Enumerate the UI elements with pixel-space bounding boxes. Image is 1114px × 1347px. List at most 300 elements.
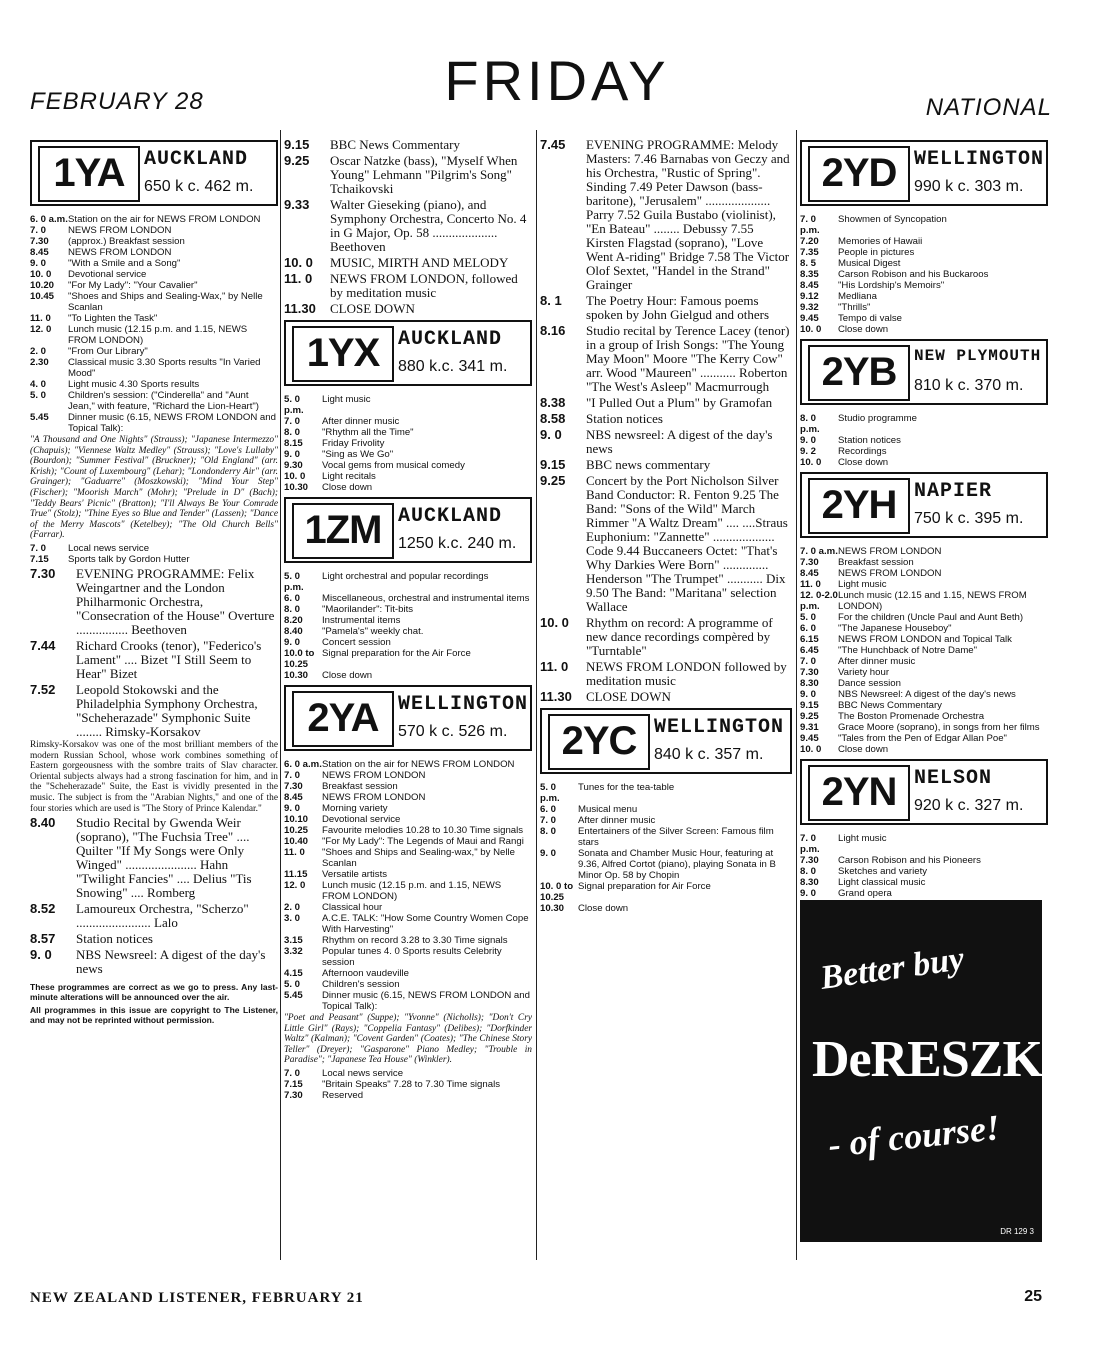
schedule-item (30, 236, 278, 247)
schedule-list (540, 782, 792, 914)
station-city: WELLINGTON (914, 148, 1045, 171)
schedule-time: 9.31 (800, 722, 819, 733)
station-city: AUCKLAND (398, 328, 503, 351)
schedule-item (284, 1068, 532, 1079)
schedule-item (284, 471, 532, 482)
schedule-time: 7.15 (284, 1078, 303, 1090)
schedule-text: After dinner music (322, 416, 400, 427)
schedule-text: The Poetry Hour: Famous poems spoken by John Gielgud and others (586, 293, 770, 322)
schedule-time: 12. 0-2.0 p.m. (800, 590, 838, 612)
schedule-item (540, 848, 792, 881)
schedule-item (284, 604, 532, 615)
schedule-text: EVENING PROGRAMME: Melody Masters: 7.46 Barnabas von Geczy and his Orchestra, "Rustic of Spring". Sinding 7.49 Peter Dawson (bass-baritone), "Jerusalem" .................... Parry 7.52 Guila Bustabo (violinist), "En Bateau" ........ Debussy 7.55 Kirsten Flagstad (soprano), "Love Went A-riding" Bridge 7.58 The Victor Olof Sextet, "Handel in the Strand" Grainger (586, 137, 790, 292)
schedule-time: 10.40 (284, 836, 309, 847)
schedule-text: Studio programme (838, 413, 917, 424)
schedule-text: "I Pulled Out a Plum" by Gramofan (586, 395, 773, 410)
schedule-item (284, 615, 532, 626)
schedule-text: "Shoes and Ships and Sealing-Wax," by Nelle Scanlan (68, 291, 263, 313)
schedule-text: Studio recital by Terence Lacey (tenor) in a group of Irish Songs: "The Young May Moon" Moore "The Kerry Cow" arr. Wood "Maureen" ........... Roberton "The West's Asleep" Macmurrough (586, 323, 790, 394)
schedule-text: NBS newsreel: A digest of the day's news (586, 427, 773, 456)
schedule-time: 9. 0 (284, 803, 301, 814)
schedule-time: 3.15 (284, 935, 303, 946)
schedule-time: 8. 0 (540, 826, 557, 837)
schedule-text: Popular tunes 4. 0 Sports results Celebrity session (322, 946, 502, 968)
schedule-item (284, 759, 532, 770)
schedule-time: 6. 0 (800, 623, 817, 634)
schedule-time: 7. 0 (284, 1067, 301, 1079)
schedule-list (30, 816, 278, 976)
station-callsign: 1YX (292, 326, 394, 382)
schedule-item (284, 825, 532, 836)
station-city: NELSON (914, 767, 993, 790)
schedule-item (800, 269, 1048, 280)
schedule-time: 7.30 (800, 855, 819, 866)
column-2 (284, 136, 532, 1101)
schedule-time: 8.40 (284, 626, 303, 637)
ad-code: DR 129 3 (1000, 1227, 1034, 1236)
schedule-item (800, 247, 1048, 258)
schedule-time: 7. 0 (284, 770, 301, 781)
schedule-text: Breakfast session (838, 557, 914, 568)
station-callsign: 2YA (292, 691, 394, 747)
station-frequency: 570 k c. 526 m. (398, 723, 508, 740)
schedule-item (30, 902, 278, 930)
station-box-2yd (800, 140, 1048, 206)
schedule-item (30, 948, 278, 976)
schedule-time: 9.30 (284, 460, 303, 471)
schedule-item (284, 460, 532, 471)
schedule-text: "From Our Library" (68, 346, 148, 357)
schedule-time: 10. 0 (284, 255, 313, 270)
schedule-text: Light recitals (322, 471, 376, 482)
schedule-time: 4.15 (284, 968, 303, 979)
schedule-item (800, 656, 1048, 667)
schedule-item (284, 880, 532, 902)
schedule-list (800, 546, 1048, 755)
schedule-item (800, 568, 1048, 579)
station-box-1zm (284, 497, 532, 563)
ad-slogan: Better buy (818, 940, 967, 997)
schedule-time: 9. 0 (284, 449, 301, 460)
schedule-text: Dinner music (6.15, NEWS FROM LONDON and Topical Talk): (68, 412, 276, 434)
schedule-text: Medliana (838, 291, 877, 302)
schedule-text: Light music (322, 394, 371, 405)
schedule-text: NEWS FROM LONDON (68, 247, 172, 258)
schedule-item (284, 571, 532, 593)
schedule-text: Morning variety (322, 803, 388, 814)
page-number: 25 (1024, 1288, 1042, 1305)
schedule-list (284, 138, 532, 316)
schedule-item (284, 427, 532, 438)
schedule-text: "The Hunchback of Notre Dame" (838, 645, 978, 656)
schedule-time: 9.33 (284, 197, 310, 212)
schedule-text: Lamoureux Orchestra, "Scherzo" ....................... Lalo (76, 901, 249, 931)
schedule-text: Children's session: ("Cinderella" and "Aunt Jean," with feature, "Richard the Lion-Heart") (68, 390, 259, 412)
schedule-item (800, 324, 1048, 335)
schedule-item (284, 1079, 532, 1090)
schedule-text: Studio Recital by Gwenda Weir (soprano), "The Fuchsia Tree" .... Quilter "If My Songs were Only Winged" ...................... Hahn "Twilight Fancies" .... Delius "Tis Snowing" .... Romberg (76, 815, 252, 901)
schedule-text: Carson Robison and his Pioneers (838, 855, 981, 866)
schedule-item (540, 474, 792, 614)
schedule-time: 10. 0 to 10.25 (540, 881, 574, 903)
schedule-item (284, 416, 532, 427)
schedule-time: 11. 0 (284, 271, 313, 286)
schedule-item (800, 214, 1048, 236)
schedule-time: 9.25 (540, 473, 566, 488)
schedule-text: Musical Digest (838, 258, 901, 269)
column-1 (30, 136, 278, 1025)
schedule-text: Miscellaneous, orchestral and instrumental items (322, 593, 530, 604)
schedule-time: 7.15 (30, 553, 49, 565)
schedule-item (540, 826, 792, 848)
schedule-item (284, 836, 532, 847)
schedule-text: Close down (578, 903, 629, 914)
schedule-item (30, 357, 278, 379)
station-box-2yn (800, 759, 1048, 825)
schedule-item (284, 394, 532, 416)
schedule-item (800, 546, 1048, 557)
schedule-time: 7. 0 (30, 225, 47, 236)
schedule-text: Light orchestral and popular recordings (322, 571, 489, 582)
schedule-text: Light music (838, 579, 887, 590)
schedule-item (284, 990, 532, 1012)
schedule-time: 7.30 (284, 1089, 303, 1101)
schedule-item (30, 214, 278, 225)
disclaimer: These programmes are correct as we go to press. Any last-minute alterations will be announced over the air. (30, 982, 278, 1003)
station-frequency: 750 k c. 395 m. (914, 510, 1024, 527)
schedule-item (800, 722, 1048, 733)
schedule-item (800, 579, 1048, 590)
schedule-item (284, 968, 532, 979)
schedule-item (284, 648, 532, 670)
schedule-time: 11.30 (540, 689, 572, 704)
schedule-text: "Shoes and Ships and Sealing-wax," by Nelle Scanlan (322, 847, 515, 869)
schedule-time: 6.15 (800, 634, 819, 645)
schedule-item (284, 593, 532, 604)
schedule-item (284, 770, 532, 781)
schedule-text: Instrumental items (322, 615, 401, 626)
schedule-time: 5. 0 (30, 390, 47, 401)
schedule-time: 9.25 (800, 711, 819, 722)
schedule-text: Breakfast session (322, 781, 398, 792)
schedule-item (540, 324, 792, 394)
schedule-text: Tunes for the tea-table (578, 782, 675, 793)
station-callsign: 1ZM (292, 503, 394, 559)
schedule-item (30, 639, 278, 681)
schedule-text: Dance session (838, 678, 901, 689)
schedule-time: 9. 0 (284, 637, 301, 648)
programme-note: Rimsky-Korsakov was one of the most brilliant members of the modern Russian School, whose work combines something of Eastern gorgeousness with the sombre traits of Slav character. Oriental subjects always had a strong fascination for him, and in the "Scheherazade" Suite, the East is vividly presented in the music. The subject is from the "Arabian Nights," and one of the four stories which are used is "The Story of Prince Kalendar." (30, 739, 278, 814)
schedule-time: 8.35 (800, 269, 819, 280)
schedule-time: 10. 0 (540, 615, 569, 630)
schedule-text: EVENING PROGRAMME: Felix Weingartner and the London Philharmonic Orchestra, "Consecration of the House" Overture ................ Beethoven (76, 565, 275, 637)
schedule-time: 7.30 (284, 781, 303, 792)
schedule-item (540, 690, 792, 704)
schedule-item (284, 272, 532, 300)
station-city: AUCKLAND (144, 148, 249, 171)
schedule-item (284, 913, 532, 935)
schedule-time: 2. 0 (30, 346, 47, 357)
schedule-item (284, 670, 532, 681)
schedule-time: 9.15 (800, 700, 819, 711)
schedule-text: For the children (Uncle Paul and Aunt Beth) (838, 612, 1024, 623)
schedule-time: 10.25 (284, 825, 309, 836)
schedule-time: 6. 0 a.m. (284, 759, 322, 770)
station-frequency: 810 k c. 370 m. (914, 377, 1024, 394)
schedule-item (284, 1090, 532, 1101)
schedule-item (540, 804, 792, 815)
schedule-time: 11. 0 (800, 579, 821, 590)
schedule-time: 10. 0 (30, 269, 52, 280)
schedule-text: Variety hour (838, 667, 890, 678)
schedule-item (30, 567, 278, 637)
schedule-time: 7. 0 (30, 542, 47, 554)
schedule-text: Station on the air for NEWS FROM LONDON (68, 214, 261, 225)
schedule-item (540, 782, 792, 804)
schedule-item (540, 138, 792, 292)
schedule-text: Sports talk by Gordon Hutter (68, 553, 190, 565)
schedule-time: 5.45 (30, 412, 49, 423)
schedule-text: Rhythm on record: A programme of new dance recordings compèred by "Turntable" (586, 615, 773, 658)
schedule-item (30, 554, 278, 565)
schedule-time: 8.45 (800, 568, 819, 579)
schedule-item (800, 413, 1048, 435)
schedule-item (30, 247, 278, 258)
schedule-text: Station notices (76, 931, 153, 947)
schedule-item (284, 946, 532, 968)
schedule-text: "The Japanese Houseboy" (838, 623, 952, 634)
schedule-text: "Pamela's" weekly chat. (322, 626, 424, 637)
schedule-item (540, 428, 792, 456)
schedule-text: Dinner music (6.15, NEWS FROM LONDON and Topical Talk): (322, 990, 530, 1012)
schedule-text: NEWS FROM LONDON (322, 792, 426, 803)
station-frequency: 920 k c. 327 m. (914, 797, 1024, 814)
schedule-time: 8.57 (30, 931, 56, 947)
schedule-text: Close down (838, 744, 889, 755)
schedule-text: Close down (322, 482, 373, 493)
schedule-item (284, 814, 532, 825)
schedule-item (540, 412, 792, 426)
schedule-time: 10.10 (284, 814, 309, 825)
station-frequency: 1250 k.c. 240 m. (398, 535, 517, 552)
schedule-item (540, 616, 792, 658)
schedule-time: 6.45 (800, 645, 819, 656)
schedule-time: 6. 0 (540, 804, 557, 815)
schedule-item (800, 877, 1048, 888)
schedule-item (284, 482, 532, 493)
station-city: NAPIER (914, 480, 993, 503)
schedule-time: 11. 0 (30, 313, 51, 324)
schedule-text: NEWS FROM LONDON (322, 770, 426, 781)
schedule-item (800, 866, 1048, 877)
schedule-item (800, 612, 1048, 623)
schedule-text: Musical menu (578, 804, 638, 815)
schedule-text: Lunch music (12.15 p.m. and 1.15, NEWS FROM LONDON) (68, 324, 248, 346)
schedule-item (540, 294, 792, 322)
schedule-time: 6. 0 (284, 593, 301, 604)
schedule-text: NEWS FROM LONDON, followed by meditation music (330, 271, 518, 300)
schedule-time: 7.52 (30, 681, 56, 697)
schedule-time: 11. 0 (284, 847, 305, 858)
station-city: NEW PLYMOUTH (914, 347, 1042, 365)
schedule-item (800, 667, 1048, 678)
station-frequency: 990 k c. 303 m. (914, 178, 1024, 195)
schedule-text: "Tales from the Pen of Edgar Allan Poe" (838, 733, 1007, 744)
schedule-text: Station on the air for NEWS FROM LONDON (322, 759, 515, 770)
station-frequency: 880 k.c. 341 m. (398, 358, 508, 375)
schedule-text: Children's session (322, 979, 400, 990)
column-divider (796, 130, 797, 1260)
schedule-item (30, 390, 278, 412)
schedule-list (284, 759, 532, 1012)
header-day: FRIDAY (444, 49, 670, 112)
schedule-text: Favourite melodies 10.28 to 10.30 Time signals (322, 825, 524, 836)
schedule-item (800, 258, 1048, 269)
schedule-time: 5. 0 p.m. (540, 782, 560, 804)
schedule-item (800, 733, 1048, 744)
schedule-item (284, 154, 532, 196)
schedule-item (800, 711, 1048, 722)
schedule-item (284, 256, 532, 270)
schedule-time: 7.30 (800, 557, 819, 568)
programme-note: "Poet and Peasant" (Suppe); "Yvonne" (Nicholls); "Don't Cry Little Girl" (Rays); "Coppelia Fantasy" (Delibes); "Dorfkinder Waltz" (Kalman); "Covent Garden" (Coates); "The Chinese Story Teller" (Dreyer); "Gasparone" Piano Medley; "Trouble in Paradise"; "Japanese Tea House" (Winkler). (284, 1013, 532, 1066)
schedule-time: 8.45 (284, 792, 303, 803)
schedule-time: 8. 0 (284, 427, 301, 438)
schedule-time: 9.15 (284, 137, 310, 152)
header-section: NATIONAL (925, 94, 1052, 121)
schedule-text: After dinner music (578, 815, 656, 826)
schedule-item (800, 457, 1048, 468)
schedule-time: 7.30 (30, 236, 49, 247)
schedule-time: 5.45 (284, 990, 303, 1001)
schedule-time: 7.44 (30, 637, 56, 653)
schedule-time: 6. 0 a.m. (30, 214, 68, 225)
schedule-text: "Thrills" (838, 302, 871, 313)
station-callsign: 2YD (808, 146, 910, 202)
schedule-time: 4. 0 (30, 379, 47, 390)
schedule-item (30, 379, 278, 390)
schedule-time: 10. 0 (284, 471, 306, 482)
column-divider (536, 130, 537, 1260)
schedule-item (30, 225, 278, 236)
schedule-item (540, 881, 792, 903)
schedule-item (800, 590, 1048, 612)
schedule-time: 7. 0 a.m. (800, 546, 838, 557)
schedule-time: 7. 0 (540, 815, 557, 826)
schedule-time: 9. 0 (540, 848, 557, 859)
station-box-1yx (284, 320, 532, 386)
schedule-time: 9. 0 (540, 427, 562, 442)
schedule-item (540, 815, 792, 826)
schedule-text: Walter Gieseking (piano), and Symphony Orchestra, Concerto No. 4 in G Major, Op. 58 .................... Beethoven (330, 197, 527, 254)
schedule-time: 10. 0 (800, 457, 822, 468)
schedule-text: Afternoon vaudeville (322, 968, 409, 979)
schedule-time: 10.30 (284, 482, 309, 493)
schedule-text: "To Lighten the Task" (68, 313, 158, 324)
schedule-text: Showmen of Syncopation (838, 214, 947, 225)
schedule-time: 3. 0 (284, 913, 301, 924)
footer-publication: NEW ZEALAND LISTENER, FEBRUARY 21 (30, 1290, 364, 1306)
schedule-list (540, 138, 792, 704)
schedule-item (284, 138, 532, 152)
schedule-item (540, 396, 792, 410)
schedule-time: 9.32 (800, 302, 819, 313)
schedule-list (30, 543, 278, 565)
schedule-time: 7.20 (800, 236, 819, 247)
schedule-time: 8. 5 (800, 258, 817, 269)
schedule-time: 5. 0 p.m. (284, 394, 304, 416)
schedule-time: 12. 0 (284, 880, 306, 891)
schedule-time: 12. 0 (30, 324, 52, 335)
station-callsign: 2YC (548, 714, 650, 770)
schedule-time: 8.30 (800, 877, 819, 888)
schedule-time: 11.30 (284, 301, 316, 316)
schedule-text: Light classical music (838, 877, 926, 888)
schedule-list (800, 413, 1048, 468)
schedule-item (800, 645, 1048, 656)
schedule-text: Richard Crooks (tenor), "Federico's Lament" .... Bizet "I Still Seem to Hear" Bizet (76, 637, 262, 681)
schedule-text: People in pictures (838, 247, 915, 258)
schedule-text: "With a Smile and a Song" (68, 258, 181, 269)
schedule-time: 7.35 (800, 247, 819, 258)
schedule-item (540, 458, 792, 472)
schedule-text: Sketches and variety (838, 866, 928, 877)
column-4 (800, 136, 1048, 921)
dereszke-advertisement (800, 900, 1076, 1242)
schedule-time: 8.20 (284, 615, 303, 626)
schedule-item (284, 626, 532, 637)
schedule-text: Light music 4.30 Sports results (68, 379, 200, 390)
schedule-time: 10.0 to 10.25 (284, 648, 315, 670)
schedule-time: 9.12 (800, 291, 819, 302)
schedule-text: Reserved (322, 1089, 364, 1101)
schedule-time: 8.38 (540, 395, 566, 410)
schedule-text: Signal preparation for the Air Force (322, 648, 471, 659)
schedule-time: 11.15 (284, 869, 308, 880)
schedule-time: 8.52 (30, 901, 56, 917)
schedule-item (284, 792, 532, 803)
station-callsign: 2YH (808, 478, 910, 534)
schedule-time: 10. 0 (800, 324, 822, 335)
schedule-item (800, 557, 1048, 568)
schedule-time: 9. 0 (30, 947, 52, 963)
schedule-item (800, 280, 1048, 291)
schedule-list (284, 1068, 532, 1101)
schedule-time: 7.45 (540, 137, 566, 152)
schedule-item (30, 280, 278, 291)
schedule-list (284, 394, 532, 493)
schedule-time: 10.20 (30, 280, 55, 291)
schedule-item (800, 435, 1048, 446)
schedule-text: Sonata and Chamber Music Hour, featuring at 9.36, Alfred Cortot (piano), playing Sonata in B Minor Op. 58 by Chopin (578, 848, 776, 881)
schedule-item (284, 847, 532, 869)
schedule-item (30, 543, 278, 554)
schedule-item (284, 869, 532, 880)
schedule-text: "For My Lady": "Your Cavalier" (68, 280, 198, 291)
schedule-item (800, 744, 1048, 755)
schedule-item (30, 412, 278, 434)
schedule-time: 8. 0 (800, 866, 817, 877)
schedule-text: Tempo di valse (838, 313, 902, 324)
schedule-text: "Maorilander": Tit-bits (322, 604, 414, 615)
schedule-item (800, 236, 1048, 247)
schedule-time: 9. 0 (800, 689, 817, 700)
schedule-item (30, 816, 278, 900)
schedule-item (800, 623, 1048, 634)
schedule-text: Local news service (322, 1067, 404, 1079)
schedule-item (30, 291, 278, 313)
schedule-text: Grand opera (838, 888, 892, 899)
